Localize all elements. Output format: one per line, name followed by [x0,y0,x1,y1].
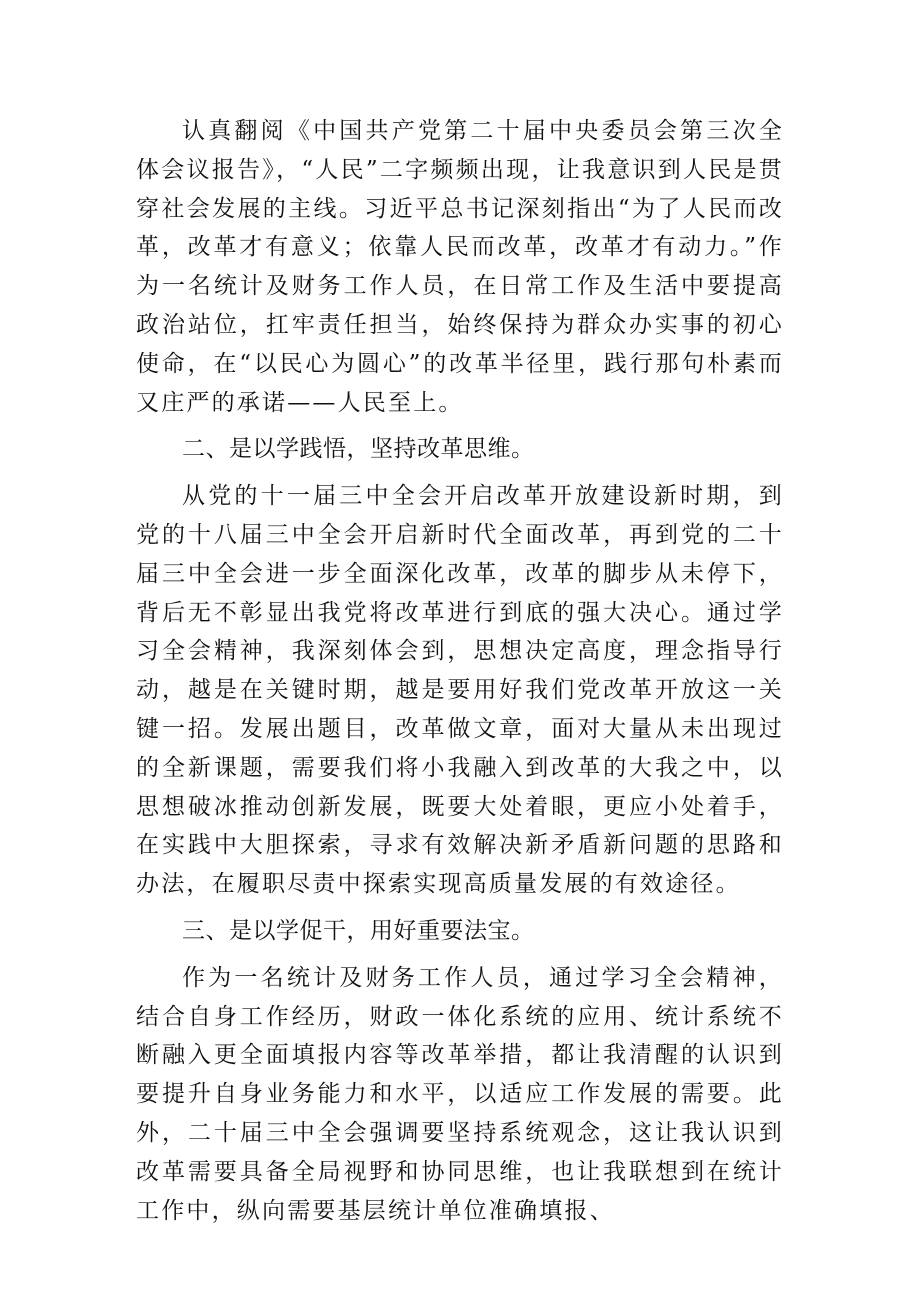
spacer [136,422,784,430]
spacer [136,904,784,912]
paragraph-reform-thinking: 从党的十一届三中全会开启改革开放建设新时期，到党的十八届三中全会开启新时代全面改革，再到党的二十届三中全会进一步全面深化改革，改革的脚步从未停下，背后无不彰显出我党将改革进行到底的强大决心。通过学习全会精神，我深刻体会到，思想决定高度，理念指导行动，越是在关键时期，越是要用好我们党改革开放这一关键一招。发展出题目，改革做文章，面对大量从未出现过的全新课题，需要我们将小我融入到改革的大我之中，以思想破冰推动创新发展，既要大处着眼，更应小处着手，在实践中大胆探索，寻求有效解决新矛盾新问题的思路和办法，在履职尽责中探索实现高质量发展的有效途径。 [136,483,784,898]
spacer [136,469,784,477]
document-body [136,112,784,1230]
spacer [136,951,784,959]
section-heading-two: 二、是以学践悟，坚持改革思维。 [182,436,535,463]
paragraph-people-centered: 认真翻阅《中国共产党第二十届中央委员会第三次全体会议报告》，“人民”二字频频出现，让我意识到人民是贯穿社会发展的主线。习近平总书记深刻指出“为了人民而改革，改革才有意义；依靠人民而改革，改革才有动力。”作为一名统计及财务工作人员，在日常工作及生活中要提高政治站位，扛牢责任担当，始终保持为群众办实事的初心使命，在“以民心为圆心”的改革半径里，践行那句朴素而又庄严的承诺——人民至上。 [136,118,784,416]
paragraph-statistics-work: 作为一名统计及财务工作人员，通过学习全会精神，结合自身工作经历，财政一体化系统的应用、统计系统不断融入更全面填报内容等改革举措，都让我清醒的认识到要提升自身业务能力和水平，以适应工作发展的需要。此外，二十届三中全会强调要坚持系统观念，这让我认识到改革需要具备全局视野和协同思维，也让我联想到在统计工作中，纵向需要基层统计单位准确填报、 [136,964,784,1224]
section-heading-three: 三、是以学促干，用好重要法宝。 [182,917,535,944]
